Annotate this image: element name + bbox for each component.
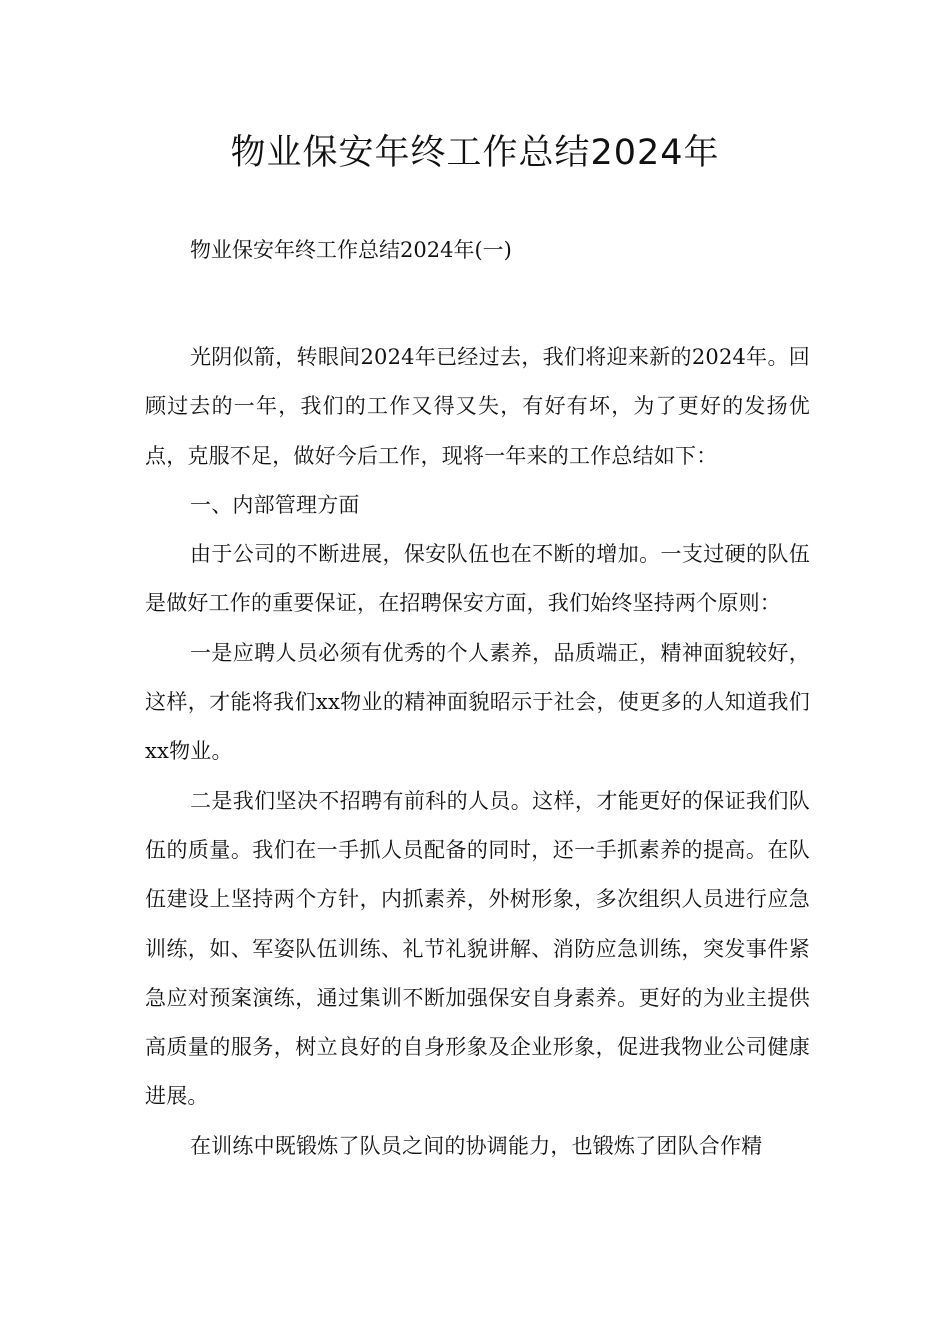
paragraph-principle-one: 一是应聘人员必须有优秀的个人素养，品质端正，精神面貌较好，这样，才能将我们xx物业的精神面貌昭示于社会，使更多的人知道我们xx物业。 [145,640,810,764]
document-title: 物业保安年终工作总结2024年 [230,133,720,173]
paragraph-principle-two: 二是我们坚决不招聘有前科的人员。这样，才能更好的保证我们队伍的质量。我们在一手抓人员配备的同时，还一手抓素养的提高。在队伍建设上坚持两个方针，内抓素养，外树形象，多次组织人员进行应急训练，如、军姿队伍训练、礼节礼貌讲解、消防应急训练，突发事件紧急应对预案演练，通过集训不断加强保安自身素养。更好的为业主提供高质量的服务，树立良好的自身形象及企业形象，促进我物业公司健康进展。 [145,788,810,1109]
paragraph-intro: 光阴似箭，转眼间2024年已经过去，我们将迎来新的2024年。回顾过去的一年，我们的工作又得又失，有好有坏，为了更好的发扬优点，克服不足，做好今后工作，现将一年来的工作总结如下： [145,345,810,468]
paragraph-training: 在训练中既锻炼了队员之间的协调能力，也锻炼了团队合作精 [190,1133,763,1158]
document-subtitle: 物业保安年终工作总结2024年(一) [190,238,512,262]
document-body [145,333,810,1171]
section-heading-internal-management: 一、内部管理方面 [190,492,360,517]
paragraph-recruitment: 由于公司的不断进展，保安队伍也在不断的增加。一支过硬的队伍是做好工作的重要保证，在招聘保安方面，我们始终坚持两个原则： [145,542,810,616]
